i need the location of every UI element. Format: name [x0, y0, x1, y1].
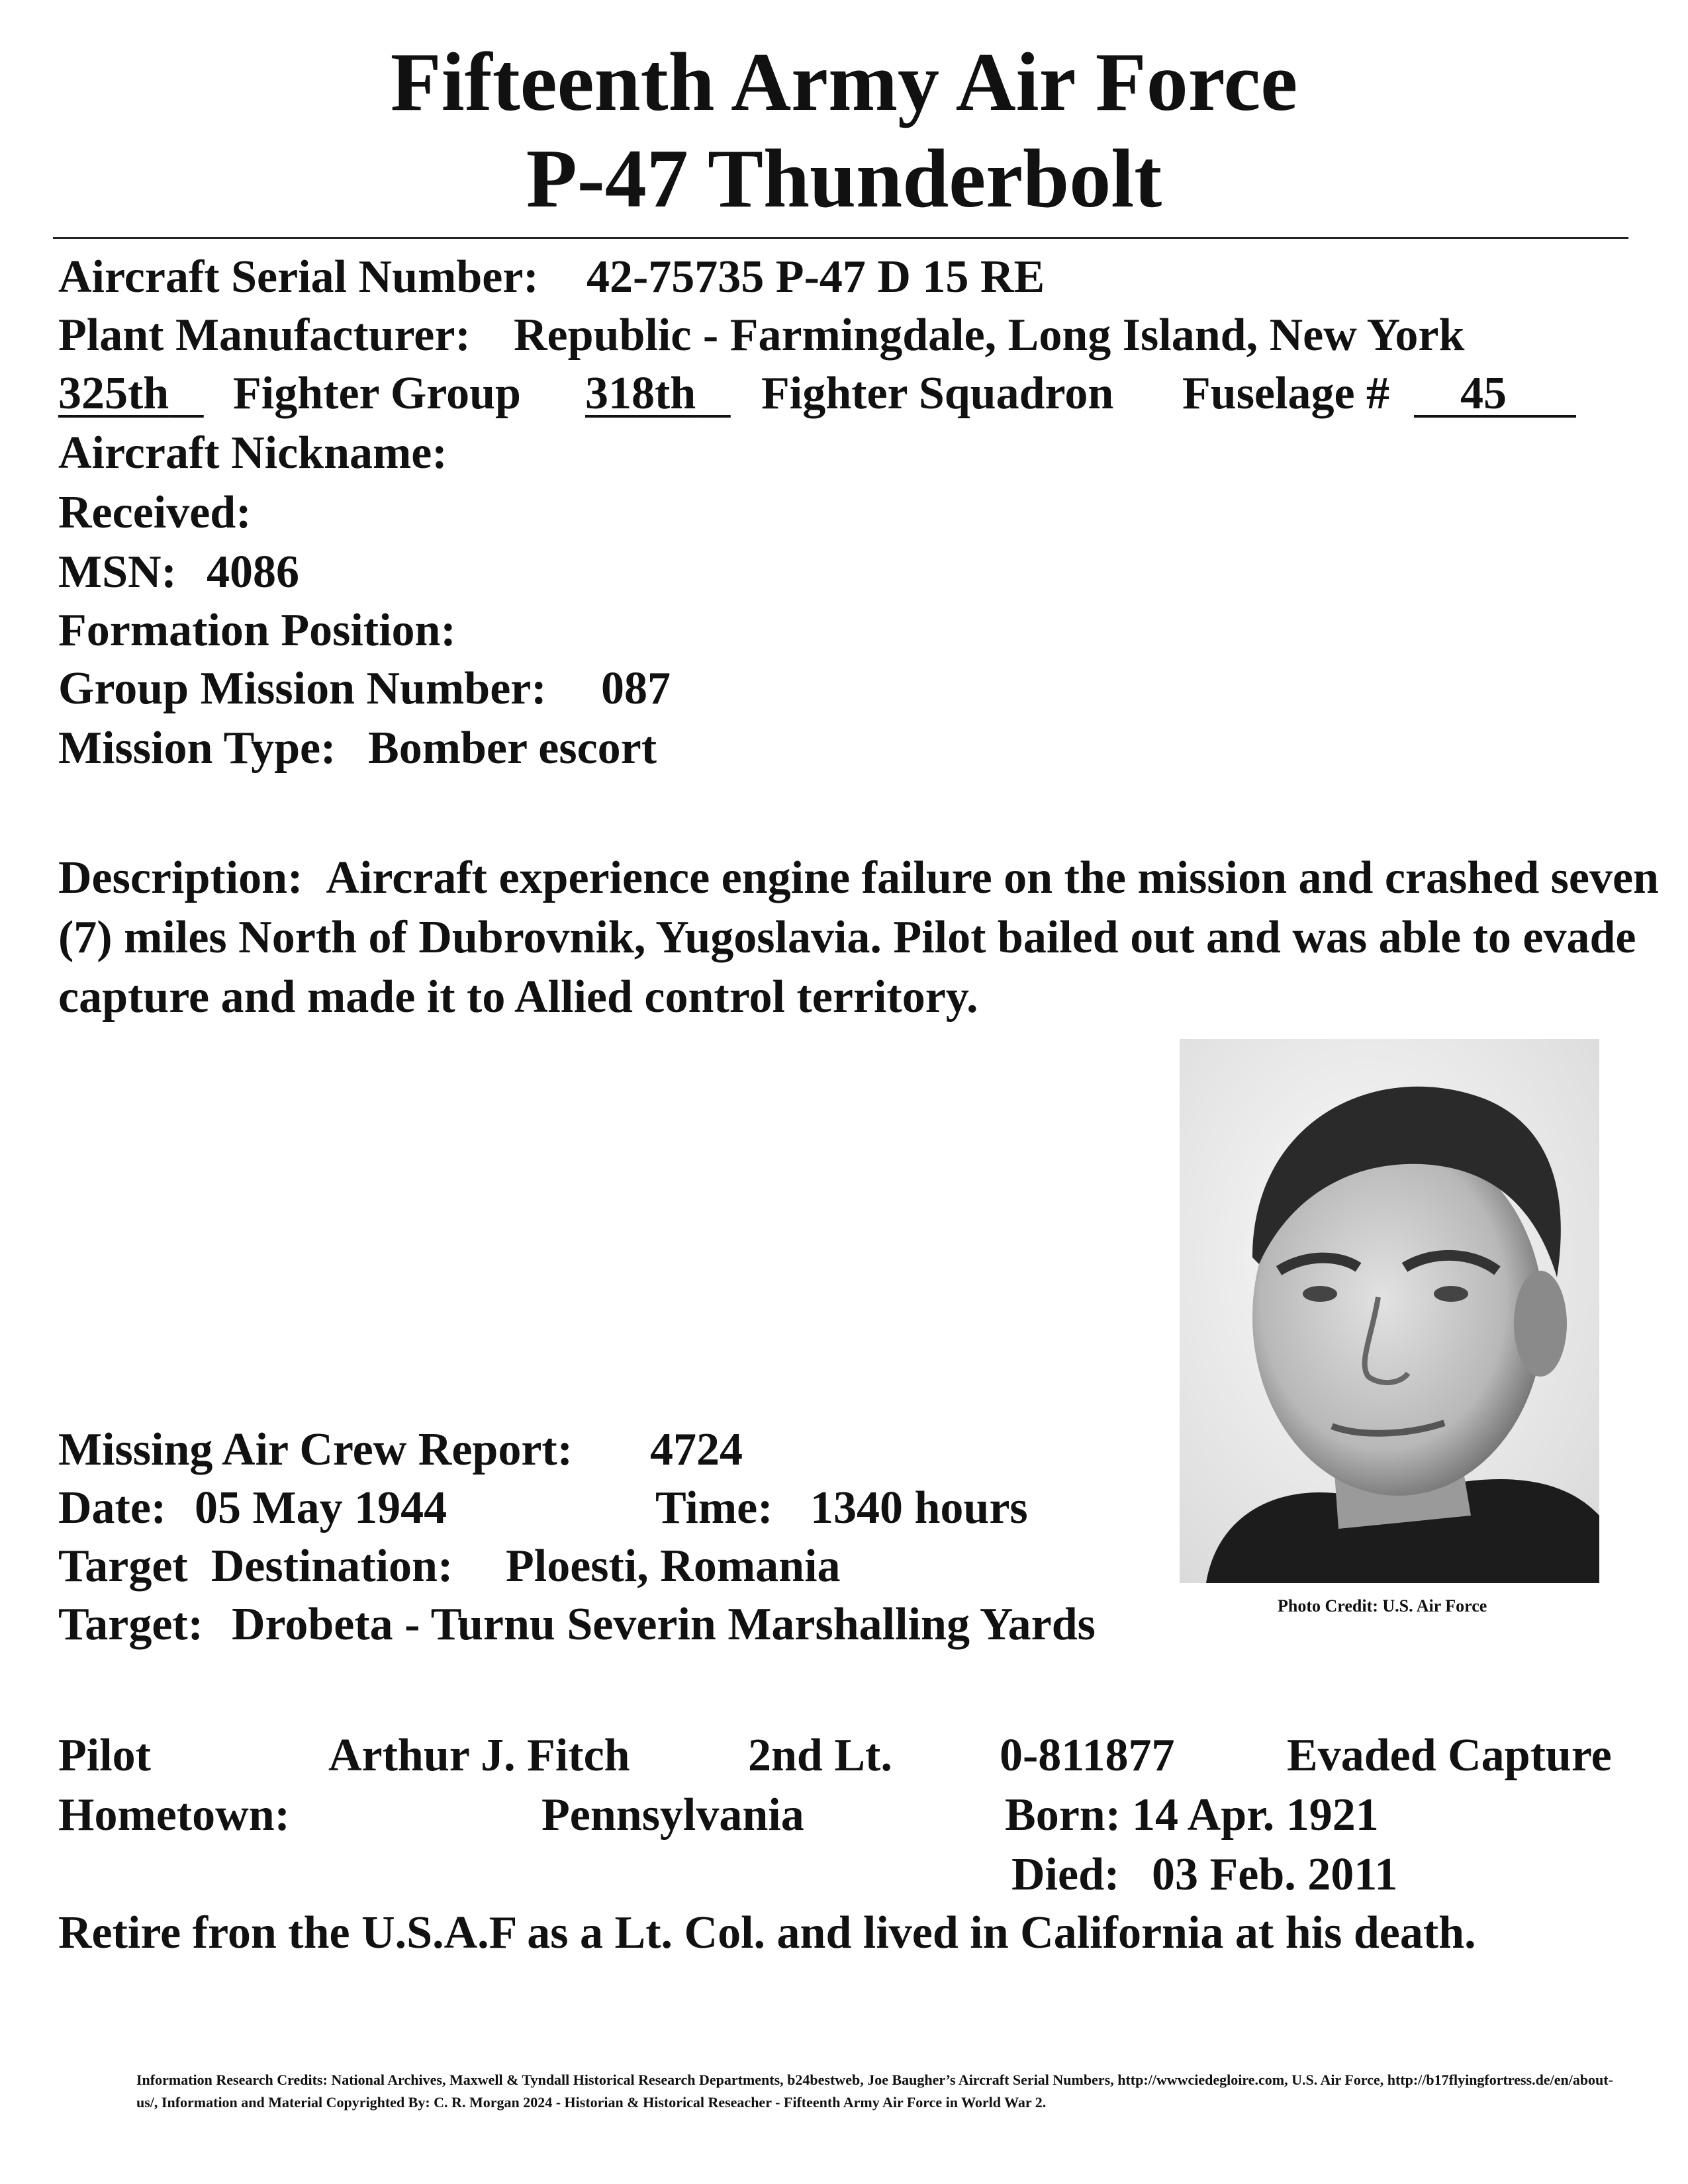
description-text: Aircraft experience engine failure on the mission and crashed seven (7) miles North of Dubrovnik, Yugoslavia. Pilot bailed out and was able to evade capture and made it to Allied control territory.: [58, 852, 1659, 1023]
squadron-label: Fighter Squadron: [761, 368, 1114, 419]
died-label: Died:: [1011, 1849, 1120, 1900]
born-value: 14 Apr. 1921: [1132, 1790, 1379, 1841]
serial-value: 42-75735 P-47 D 15 RE: [586, 251, 1045, 302]
died-value: 03 Feb. 2011: [1152, 1849, 1398, 1900]
squadron-value: 318th: [585, 368, 696, 419]
hometown-value: Pennsylvania: [541, 1790, 804, 1841]
formation-label: Formation Position:: [58, 605, 456, 656]
destination-label: Target Destination:: [58, 1541, 453, 1592]
title-divider: [53, 237, 1628, 239]
target-label: Target:: [58, 1599, 204, 1650]
time-label: Time:: [655, 1482, 773, 1533]
crew-note: Retire fron the U.S.A.F as a Lt. Col. and lived in California at his death.: [58, 1907, 1476, 1958]
mission-number-label: Group Mission Number:: [58, 663, 547, 714]
pilot-portrait-image: [1180, 1039, 1599, 1583]
page-title-line2: P-47 Thunderbolt: [526, 133, 1162, 225]
date-value: 05 May 1944: [195, 1482, 447, 1533]
serial-label: Aircraft Serial Number:: [58, 251, 539, 302]
target-value: Drobeta - Turnu Severin Marshalling Yards: [232, 1599, 1096, 1650]
fuselage-label: Fuselage #: [1182, 368, 1390, 419]
msn-label: MSN:: [58, 547, 177, 598]
date-label: Date:: [58, 1482, 167, 1533]
msn-value: 4086: [207, 547, 299, 598]
group-label: Fighter Group: [233, 368, 521, 419]
received-label: Received:: [58, 487, 252, 538]
crew-serial: 0-811877: [1000, 1730, 1175, 1781]
fuselage-value: 45: [1460, 368, 1507, 419]
manufacturer-label: Plant Manufacturer:: [58, 310, 471, 361]
macr-value: 4724: [650, 1424, 743, 1475]
description-label: Description:: [58, 852, 303, 903]
footer-credits: Information Research Credits: National Archives, Maxwell & Tyndall Historical Research Departments, b24bestweb, Joe Baugher’s Aircraft Serial Numbers, http://wwwciedegloire.com, U.S. Air Force, http://b17flyingfortress.de/en/about-us/, Information and Material Copyrighted By: C. R. Morgan 2024 - Historian & Historical Reseacher - Fifteenth Army Air Force in World War 2.: [136, 2071, 1613, 2111]
nickname-label: Aircraft Nickname:: [58, 428, 447, 478]
page-title-line1: Fifteenth Army Air Force: [390, 36, 1298, 128]
mission-type-label: Mission Type:: [58, 723, 336, 774]
crew-rank: 2nd Lt.: [748, 1730, 892, 1781]
crew-status: Evaded Capture: [1287, 1730, 1612, 1781]
born-label: Born:: [1005, 1790, 1121, 1841]
manufacturer-value: Republic - Farmingdale, Long Island, New York: [514, 310, 1465, 361]
mission-type-value: Bomber escort: [368, 723, 657, 774]
hometown-label: Hometown:: [58, 1790, 290, 1841]
time-value: 1340 hours: [810, 1482, 1028, 1533]
pilot-portrait-photo: [1180, 1039, 1599, 1583]
group-value: 325th: [58, 368, 169, 419]
mission-number-value: 087: [601, 663, 671, 714]
crew-name: Arthur J. Fitch: [328, 1730, 630, 1781]
photo-credit: Photo Credit: U.S. Air Force: [1278, 1596, 1487, 1615]
description: [58, 848, 1660, 1027]
destination-value: Ploesti, Romania: [506, 1541, 841, 1592]
crew-role: Pilot: [58, 1730, 151, 1781]
macr-label: Missing Air Crew Report:: [58, 1424, 573, 1475]
